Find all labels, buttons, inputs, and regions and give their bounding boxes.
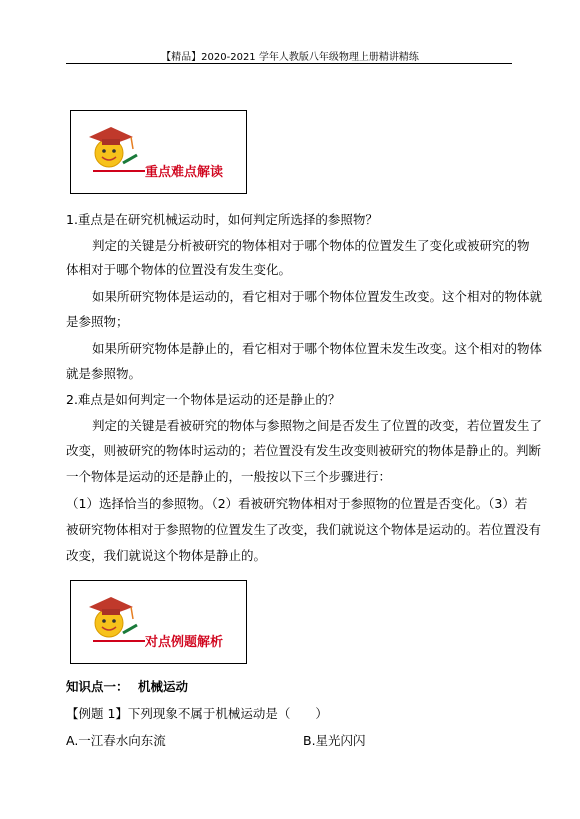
question-heading: 2.难点是如何判定一个物体是运动的还是静止的？ (66, 392, 341, 407)
banner-title: 对点例题解析 (145, 635, 224, 650)
paragraph-line: 是参照物； (66, 314, 129, 329)
knowledge-label: 知识点一： (66, 679, 129, 694)
paragraph-line: 就是参照物。 (66, 366, 142, 381)
question-heading: 1.重点是在研究机械运动时，如何判定所选择的参照物？ (66, 212, 378, 227)
banner-title: 重点难点解读 (145, 165, 224, 180)
paragraph-line: 体相对于哪个物体的位置没有发生变化。 (66, 262, 292, 277)
paragraph-line: 如果所研究物体是静止的，看它相对于哪个物体位置未发生改变。这个相对的物体 (92, 341, 543, 356)
banner-underline (93, 640, 145, 642)
option-a: A.一江春水向东流 (66, 733, 166, 748)
knowledge-topic: 机械运动 (138, 679, 189, 694)
paragraph-line: 判定的关键是分析被研究的物体相对于哪个物体的位置发生了变化或被研究的物 (92, 238, 530, 253)
paragraph-line: 被研究物体相对于参照物的位置发生了改变，我们就说这个物体是运动的。若位置没有 (66, 522, 542, 537)
paragraph-line: 如果所研究物体是运动的，看它相对于哪个物体位置发生改变。这个相对的物体就 (92, 289, 543, 304)
paragraph-line: 改变，则被研究的物体时运动的；若位置没有发生改变则被研究的物体是静止的。判断 (66, 443, 542, 458)
paragraph-line: 改变，我们就说这个物体是静止的。 (66, 548, 267, 563)
section-banner-examples (70, 580, 247, 664)
paragraph-line: 判定的关键是看被研究的物体与参照物之间是否发生了位置的改变，若位置发生了 (92, 418, 543, 433)
graduate-mascot-icon (85, 585, 143, 643)
option-b: B.星光闪闪 (303, 733, 366, 748)
page-header: 【精品】2020-2021 学年人教版八年级物理上册精讲精练 (161, 52, 419, 63)
paragraph-line: （1）选择恰当的参照物。（2）看被研究物体相对于参照物的位置是否变化。（3）若 (66, 496, 528, 511)
header-rule (66, 63, 512, 64)
section-banner-key-points (70, 110, 247, 194)
banner-underline (93, 170, 145, 172)
example-question: 【例题 1】下列现象不属于机械运动是（ ） (66, 706, 328, 721)
graduate-mascot-icon (85, 115, 143, 173)
paragraph-line: 一个物体是运动的还是静止的，一般按以下三个步骤进行： (66, 469, 392, 484)
